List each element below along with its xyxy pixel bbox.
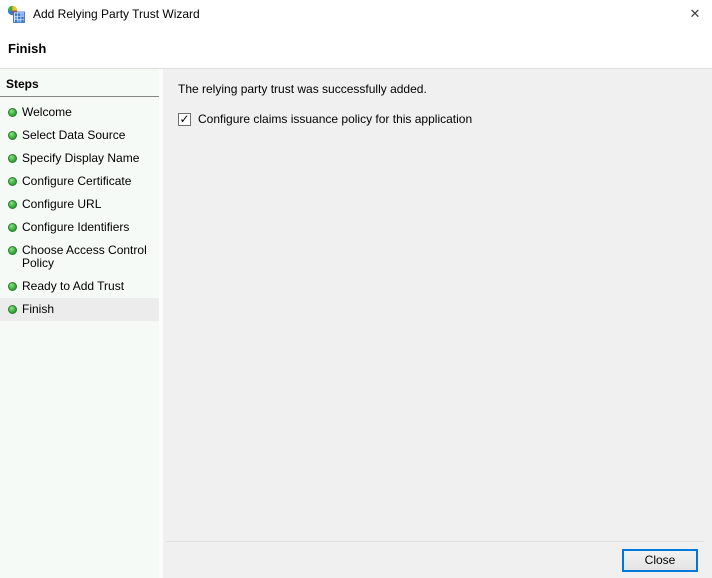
page-heading [0,28,712,69]
step-status-icon [8,108,17,117]
step-label: Welcome [22,105,72,119]
checkbox-label: Configure claims issuance policy for this application [198,112,473,126]
step-label: Configure URL [22,197,102,211]
step-label: Finish [22,302,55,316]
titlebar [0,0,712,28]
step-item[interactable] [0,170,159,193]
step-status-icon [8,131,17,140]
close-icon[interactable]: ✕ [689,6,701,21]
step-item[interactable] [0,101,159,124]
steps-list [0,97,159,321]
step-item[interactable] [0,124,159,147]
step-item[interactable] [0,275,159,298]
step-item[interactable] [0,298,159,321]
step-status-icon [8,154,17,163]
step-status-icon [8,282,17,291]
app-icon [7,5,25,23]
step-item[interactable] [0,239,159,275]
close-button[interactable]: Close [622,549,698,572]
step-label: Choose Access Control Policy [22,243,147,270]
step-label: Configure Identifiers [22,220,130,234]
page-title: Finish [8,40,47,56]
footer-bar [166,541,704,578]
window-title: Add Relying Party Trust Wizard [33,7,200,21]
wizard-body [0,69,712,578]
step-item[interactable] [0,147,159,170]
step-status-icon [8,223,17,232]
step-label: Select Data Source [22,128,126,142]
step-label: Ready to Add Trust [22,279,125,293]
wizard-content [163,69,712,578]
step-status-icon [8,305,17,314]
steps-heading: Steps [0,69,159,97]
step-label: Specify Display Name [22,151,140,165]
success-message: The relying party trust was successfully added. [178,82,427,96]
step-label: Configure Certificate [22,174,132,188]
steps-sidebar [0,69,163,578]
step-item[interactable] [0,216,159,239]
step-item[interactable] [0,193,159,216]
step-status-icon [8,177,17,186]
step-status-icon [8,246,17,255]
step-status-icon [8,200,17,209]
checkbox-checked-icon[interactable]: ✓ [179,111,190,126]
claims-policy-option[interactable] [178,112,698,126]
